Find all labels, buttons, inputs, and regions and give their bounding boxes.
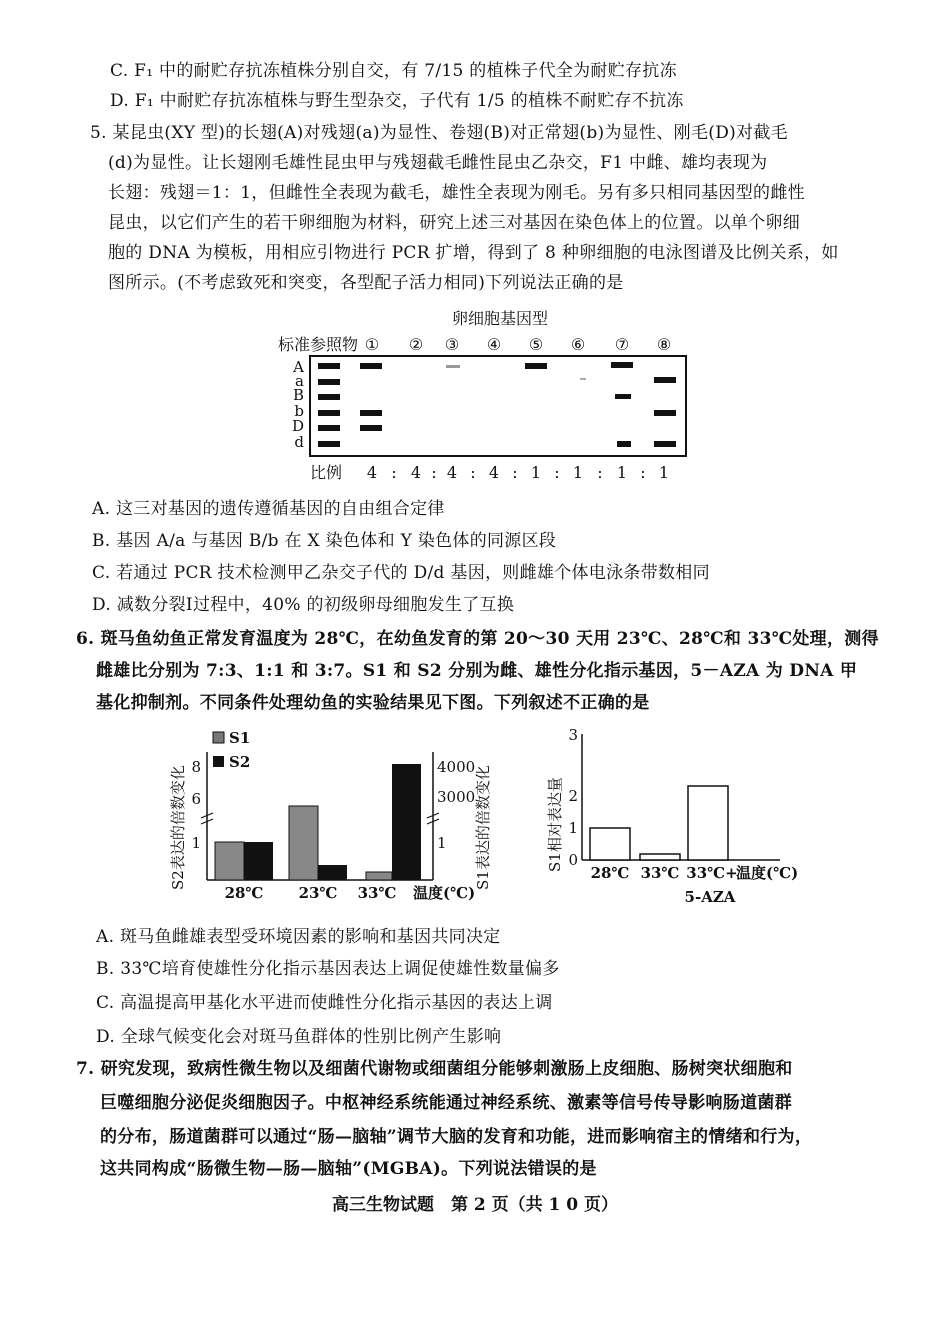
bar-s2-23c xyxy=(318,865,347,880)
gel-ratio-label: 比例 xyxy=(310,463,343,482)
q6-option: D. 全球气候变化会对斑马鱼群体的性别比例产生影响 xyxy=(96,1027,502,1047)
gel-band xyxy=(360,410,382,416)
zebrafish-gene-expression-chart xyxy=(155,722,515,902)
gel-row-label: a xyxy=(295,372,304,390)
chart2-ytick: 0 xyxy=(568,851,578,869)
gel-lane-label: ② xyxy=(408,335,424,354)
q4-option-d: D. F₁ 中耐贮存抗冻植株与野生型杂交，子代有 1/5 的植株不耐贮存不抗冻 xyxy=(110,91,684,111)
gel-band xyxy=(360,363,382,369)
gel-ref-band xyxy=(318,410,340,416)
chart2-ytick: 1 xyxy=(568,819,578,837)
gel-ratio-sep: : xyxy=(597,463,603,482)
gel-row-label: b xyxy=(294,402,304,420)
gel-ratio-sep: : xyxy=(554,463,560,482)
gel-ratio: 4 xyxy=(488,463,500,482)
chart1-right-ylabel: S1表达的倍数变化 xyxy=(474,765,492,890)
chart2-xtick: 33℃+ xyxy=(686,864,738,882)
chart2-xtick: 28℃ xyxy=(590,864,630,882)
chart1-right-tick: 4000 xyxy=(437,758,476,776)
gel-band xyxy=(360,425,382,431)
q5-stem-line: 昆虫，以它们产生的若干卵细胞为材料，研究上述三对基因在染色体上的位置。以单个卵细 xyxy=(108,213,800,233)
chart1-left-tick: 6 xyxy=(191,790,201,808)
gel-band-faint xyxy=(446,365,460,368)
q5-option: D. 减数分裂Ⅰ过程中，40% 的初级卵母细胞发生了互换 xyxy=(92,595,515,615)
q6-option: A. 斑马鱼雌雄表型受环境因素的影响和基因共同决定 xyxy=(96,927,501,947)
chart1-xtick: 33℃ xyxy=(357,884,397,902)
gel-lane-label: ⑤ xyxy=(528,335,544,354)
gel-ratio: 4 xyxy=(410,463,422,482)
bar-s1-23c xyxy=(289,806,318,880)
chart2-xtick: 5-AZA xyxy=(684,888,736,906)
chart1-left-ylabel: S2表达的倍数变化 xyxy=(169,765,187,890)
gel-lane-label: ④ xyxy=(486,335,502,354)
chart1-left-tick: 8 xyxy=(191,758,201,776)
chart1-right-tick: 3000 xyxy=(437,788,476,806)
gel-electrophoresis-figure xyxy=(270,300,700,490)
bar-s2-33c xyxy=(392,764,421,880)
bar-s1-33c xyxy=(366,872,392,880)
q7-stem-line: 巨噬细胞分泌促炎细胞因子。中枢神经系统能通过神经系统、激素等信号传导影响肠道菌群 xyxy=(100,1093,792,1113)
q5-option: A. 这三对基因的遗传遵循基因的自由组合定律 xyxy=(92,499,445,519)
q7-stem-line: 7. 研究发现，致病性微生物以及细菌代谢物或细菌组分能够刺激肠上皮细胞、肠树突状细胞和 xyxy=(76,1059,793,1079)
legend-s1-label: S1 xyxy=(229,729,251,747)
page-footer: 高三生物试题 第 2 页（共 1 0 页） xyxy=(331,1195,619,1215)
q5-stem-line: 胞的 DNA 为模板，用相应引物进行 PCR 扩增，得到了 8 种卵细胞的电泳图谱及比例关系，如 xyxy=(108,243,839,263)
q6-option: C. 高温提高甲基化水平进而使雌性分化指示基因的表达上调 xyxy=(96,993,553,1013)
chart1-right-tick: 1 xyxy=(437,834,447,852)
gel-row-label: B xyxy=(292,386,304,404)
chart2-xtick: 33℃ xyxy=(640,864,680,882)
chart2-ytick: 3 xyxy=(568,726,578,744)
gel-ref-band xyxy=(318,425,340,431)
q6-stem-line: 雌雄比分别为 7:3、1:1 和 3:7。S1 和 S2 分别为雌、雄性分化指示基因，5－AZA 为 DNA 甲 xyxy=(96,661,858,681)
gel-band xyxy=(654,377,676,383)
gel-ref-band xyxy=(318,363,340,369)
gel-ratio: 4 xyxy=(446,463,458,482)
chart1-xlabel: 温度(℃) xyxy=(413,884,476,902)
gel-ref-band xyxy=(318,441,340,447)
gel-band xyxy=(525,363,547,369)
gel-lane-label: ⑧ xyxy=(656,335,672,354)
gel-ratio: 4 xyxy=(366,463,378,482)
gel-ratio-sep: : xyxy=(431,463,437,482)
bar-s2-28c xyxy=(244,842,273,880)
gel-row-label: D xyxy=(291,417,304,435)
gel-lane-label: ① xyxy=(364,335,380,354)
chart1-left-tick: 1 xyxy=(191,834,201,852)
gel-ratio-sep: : xyxy=(640,463,646,482)
gel-band xyxy=(611,362,633,368)
gel-band xyxy=(654,410,676,416)
q5-stem-line: 长翅：残翅＝1：1，但雌性全表现为截毛，雄性全表现为刚毛。另有多只相同基因型的雌性 xyxy=(108,183,805,203)
gel-row-label: d xyxy=(294,433,304,451)
chart2-ylabel: S1相对表达量 xyxy=(546,777,564,872)
gel-ratio: 1 xyxy=(530,463,542,482)
gel-row-label: A xyxy=(293,358,304,376)
q4-option-c: C. F₁ 中的耐贮存抗冻植株分别自交，有 7/15 的植株子代全为耐贮存抗冻 xyxy=(110,61,677,81)
legend-s2-swatch xyxy=(213,756,224,767)
gel-lane-label: ③ xyxy=(444,335,460,354)
chart2-ytick: 2 xyxy=(568,787,578,805)
bar-s1-28c xyxy=(215,842,244,880)
chart1-xtick: 23℃ xyxy=(298,884,338,902)
q5-stem-line: 5. 某昆虫(XY 型)的长翅(A)对残翅(a)为显性、卷翅(B)对正常翅(b)为显性、刚毛(D)对截毛 xyxy=(90,123,788,143)
q7-stem-line: 这共同构成“肠微生物—肠—脑轴”(MGBA)。下列说法错误的是 xyxy=(100,1159,597,1179)
legend-s2-label: S2 xyxy=(229,753,251,771)
q7-stem-line: 的分布，肠道菌群可以通过“肠—脑轴”调节大脑的发育和功能，进而影响宿主的情绪和行为， xyxy=(100,1127,813,1147)
q5-option: C. 若通过 PCR 技术检测甲乙杂交子代的 D/d 基因，则雌雄个体电泳条带数相同 xyxy=(92,563,710,583)
q5-stem-line: (d)为显性。让长翅刚毛雄性昆虫甲与残翅截毛雌性昆虫乙杂交，F1 中雌、雄均表现为 xyxy=(108,153,768,173)
bar-28c xyxy=(590,828,630,860)
gel-lane-label: ⑦ xyxy=(614,335,630,354)
gel-ratio: 1 xyxy=(616,463,628,482)
gel-band xyxy=(654,441,676,447)
q5-option: B. 基因 A/a 与基因 B/b 在 X 染色体和 Y 染色体的同源区段 xyxy=(92,531,557,551)
gel-lane-label: ⑥ xyxy=(570,335,586,354)
gel-title: 卵细胞基因型 xyxy=(451,309,549,328)
gel-band-faint xyxy=(580,378,586,380)
gel-ratio-sep: : xyxy=(512,463,518,482)
q6-stem-line: 6. 斑马鱼幼鱼正常发育温度为 28℃，在幼鱼发育的第 20～30 天用 23℃、28℃和 33℃处理，测得 xyxy=(76,629,879,649)
s1-relative-expression-chart xyxy=(540,722,840,912)
gel-ref-label: 标准参照物 xyxy=(278,335,359,354)
gel-ratio: 1 xyxy=(658,463,670,482)
q6-option: B. 33℃培育使雄性分化指示基因表达上调促使雄性数量偏多 xyxy=(96,959,560,979)
legend-s1-swatch xyxy=(213,732,224,743)
gel-band xyxy=(615,394,631,399)
gel-ref-band xyxy=(318,394,340,400)
q6-stem-line: 基化抑制剂。不同条件处理幼鱼的实验结果见下图。下列叙述不正确的是 xyxy=(96,693,650,713)
gel-ratio-sep: : xyxy=(470,463,476,482)
q5-stem-line: 图所示。(不考虑致死和突变，各型配子活力相同)下列说法正确的是 xyxy=(108,273,624,293)
chart2-xlabel: 温度(℃) xyxy=(736,864,799,882)
chart1-xtick: 28℃ xyxy=(224,884,264,902)
bar-33c-5aza xyxy=(688,786,728,860)
gel-band xyxy=(617,441,631,447)
bar-33c xyxy=(640,854,680,860)
gel-ratio: 1 xyxy=(572,463,584,482)
gel-ref-band xyxy=(318,379,340,385)
gel-ratio-sep: : xyxy=(391,463,397,482)
